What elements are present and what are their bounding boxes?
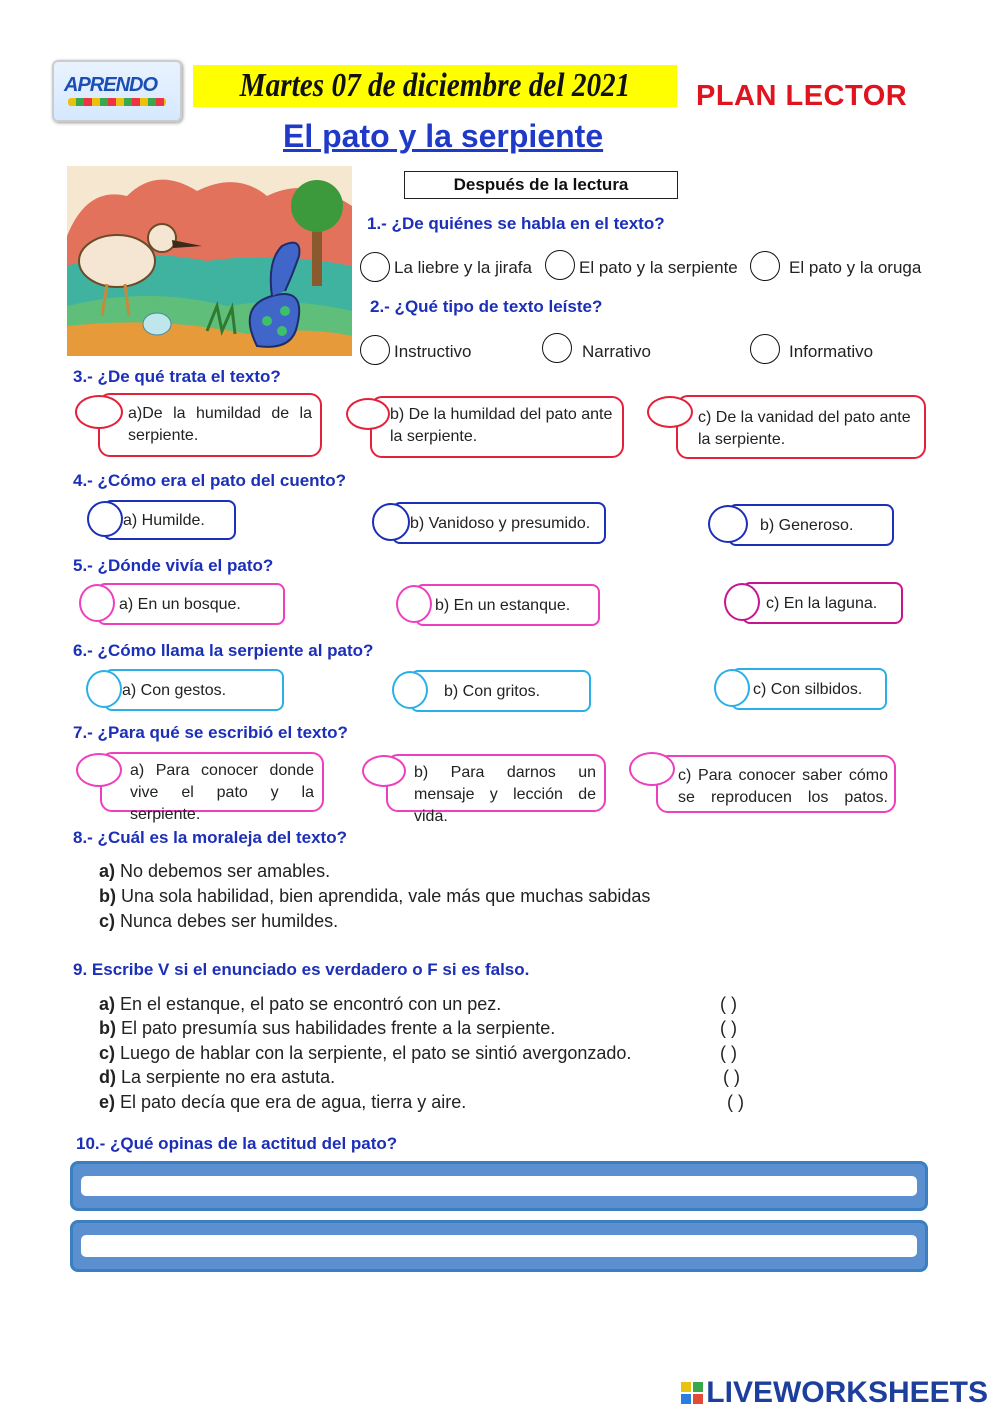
- q6-option-a[interactable]: [104, 669, 284, 711]
- q3-option-b-text: b) De la humildad del pato ante la serpiente.: [390, 406, 613, 445]
- q10-answer-field-2[interactable]: [81, 1235, 917, 1257]
- q9-item-c-letter: c): [99, 1043, 116, 1063]
- q9-item-e: [99, 1092, 466, 1113]
- q6-option-a-bubble[interactable]: [86, 670, 122, 708]
- q3-option-c[interactable]: [676, 395, 926, 459]
- q1-option-c: El pato y la oruga: [789, 258, 922, 277]
- q2-option-b: Narrativo: [582, 342, 651, 361]
- question-8: 8.- ¿Cuál es la moraleja del texto?: [73, 828, 347, 847]
- q5-option-a[interactable]: [97, 583, 285, 625]
- q3-option-b-bubble[interactable]: [346, 398, 390, 430]
- q3-option-a[interactable]: [98, 393, 322, 457]
- q10-answer-line-2[interactable]: [70, 1220, 928, 1272]
- liveworksheets-text: LIVEWORKSHEETS: [706, 1376, 988, 1409]
- q7-option-c-bubble[interactable]: [629, 752, 675, 786]
- question-6: 6.- ¿Cómo llama la serpiente al pato?: [73, 641, 374, 660]
- q10-answer-line-1[interactable]: [70, 1161, 928, 1211]
- question-5: 5.- ¿Dónde vivía el pato?: [73, 556, 274, 575]
- q4-option-a-text: a) Humilde.: [123, 512, 205, 529]
- date-text: Martes 07 de diciembre del 2021: [239, 67, 631, 104]
- q4-option-c[interactable]: [728, 504, 894, 546]
- q5-option-a-text: a) En un bosque.: [119, 596, 241, 613]
- q4-option-b[interactable]: [392, 502, 606, 544]
- q6-option-b[interactable]: [410, 670, 591, 712]
- q9-item-c-text: Luego de hablar con la serpiente, el pato se sintió avergonzado.: [120, 1043, 632, 1063]
- q9-item-a-answer[interactable]: ( ): [720, 994, 737, 1014]
- q2-option-c: Informativo: [789, 342, 874, 361]
- logo-stripe: [68, 98, 166, 106]
- question-7: 7.- ¿Para qué se escribió el texto?: [73, 723, 348, 742]
- q4-option-c-bubble[interactable]: [708, 505, 748, 543]
- q9-item-b: [99, 1018, 555, 1039]
- q5-option-b-text: b) En un estanque.: [435, 597, 571, 614]
- q6-option-c-bubble[interactable]: [714, 669, 750, 707]
- question-9: 9. Escribe V si el enunciado es verdadero o F si es falso.: [73, 960, 530, 979]
- q2-option-b-circle[interactable]: [542, 333, 572, 363]
- q8-item-b: [99, 886, 650, 907]
- q8-item-a: [99, 861, 330, 882]
- q8-item-c: [99, 911, 338, 932]
- question-4: 4.- ¿Cómo era el pato del cuento?: [73, 471, 346, 490]
- q6-option-b-bubble[interactable]: [392, 671, 428, 709]
- q8-item-c-letter: c): [99, 911, 116, 931]
- q1-option-a: La liebre y la jirafa: [394, 258, 532, 277]
- q9-item-a-text: En el estanque, el pato se encontró con un pez.: [120, 994, 502, 1014]
- q9-item-e-letter: e): [99, 1092, 116, 1112]
- q9-item-d-text: La serpiente no era astuta.: [121, 1067, 336, 1087]
- q9-item-a: [99, 994, 501, 1015]
- q4-option-a-bubble[interactable]: [87, 501, 123, 537]
- q6-option-c-text: c) Con silbidos.: [753, 681, 863, 698]
- liveworksheets-icon: [681, 1382, 703, 1404]
- q9-item-d-answer[interactable]: ( ): [723, 1067, 740, 1087]
- q7-option-a-text: a) Para conocer donde vive el pato y la serpiente.: [130, 762, 314, 823]
- q4-option-b-text: b) Vanidoso y presumido.: [410, 515, 591, 532]
- q4-option-b-bubble[interactable]: [372, 503, 410, 541]
- logo-text: APRENDO: [64, 74, 158, 96]
- q7-option-c[interactable]: [656, 755, 896, 813]
- q5-option-c-text: c) En la laguna.: [766, 595, 878, 612]
- q9-item-e-answer[interactable]: ( ): [727, 1092, 744, 1112]
- q1-option-a-circle[interactable]: [360, 252, 390, 282]
- q8-item-c-text: Nunca debes ser humildes.: [120, 911, 339, 931]
- q3-option-a-bubble[interactable]: [75, 395, 123, 429]
- q4-option-c-text: b) Generoso.: [760, 517, 854, 534]
- q8-item-b-text: Una sola habilidad, bien aprendida, vale más que muchas sabidas: [121, 886, 651, 906]
- q5-option-b[interactable]: [415, 584, 600, 626]
- q6-option-a-text: a) Con gestos.: [122, 682, 227, 699]
- q1-option-c-circle[interactable]: [750, 251, 780, 281]
- q9-item-c-answer[interactable]: ( ): [720, 1043, 737, 1063]
- q7-option-a[interactable]: [100, 752, 324, 823]
- q9-item-d-letter: d): [99, 1067, 116, 1087]
- q9-item-a-letter: a): [99, 994, 116, 1014]
- duck-snake-illustration: [67, 166, 352, 356]
- q8-item-a-letter: a): [99, 861, 116, 881]
- q5-option-c[interactable]: [742, 582, 903, 624]
- question-1: 1.- ¿De quiénes se habla en el texto?: [367, 214, 665, 233]
- after-reading-box: Después de la lectura: [404, 171, 678, 199]
- q5-option-c-bubble[interactable]: [724, 583, 760, 621]
- date-banner: [193, 65, 677, 107]
- q1-option-b-circle[interactable]: [545, 250, 575, 280]
- q3-option-a-text: a)De la humildad de la serpiente.: [128, 405, 312, 444]
- q3-option-c-bubble[interactable]: [647, 396, 693, 428]
- q7-option-c-text: c) Para conocer saber cómo se reproducen los patos.: [678, 767, 888, 806]
- q9-item-b-text: El pato presumía sus habilidades frente a la serpiente.: [121, 1018, 556, 1038]
- q2-option-a-circle[interactable]: [360, 335, 390, 365]
- question-3: 3.- ¿De qué trata el texto?: [73, 367, 281, 386]
- liveworksheets-logo[interactable]: [681, 1376, 988, 1410]
- question-10: 10.- ¿Qué opinas de la actitud del pato?: [76, 1134, 398, 1153]
- plan-lector-label: PLAN LECTOR: [696, 80, 908, 112]
- aprendo-logo: [52, 60, 182, 122]
- q7-option-a-bubble[interactable]: [76, 753, 122, 787]
- q7-option-b[interactable]: [386, 754, 606, 825]
- q1-option-b: El pato y la serpiente: [579, 258, 738, 277]
- q5-option-b-bubble[interactable]: [396, 585, 432, 623]
- q8-item-a-text: No debemos ser amables.: [120, 861, 331, 881]
- q5-option-a-bubble[interactable]: [79, 584, 115, 622]
- q10-answer-field-1[interactable]: [81, 1176, 917, 1196]
- q9-item-b-answer[interactable]: ( ): [720, 1018, 737, 1038]
- q3-option-c-text: c) De la vanidad del pato ante la serpiente.: [698, 409, 911, 448]
- q9-item-c: [99, 1043, 631, 1064]
- page-title: El pato y la serpiente: [283, 118, 604, 154]
- q6-option-c[interactable]: [731, 668, 887, 710]
- q9-item-e-text: El pato decía que era de agua, tierra y aire.: [120, 1092, 467, 1112]
- question-2: 2.- ¿Qué tipo de texto leíste?: [370, 297, 603, 316]
- q2-option-a: Instructivo: [394, 342, 472, 361]
- q9-item-d: [99, 1067, 335, 1088]
- q7-option-b-text: b) Para darnos un mensaje y lección de vida.: [414, 764, 596, 825]
- q3-option-b[interactable]: [370, 396, 624, 458]
- q2-option-c-circle[interactable]: [750, 334, 780, 364]
- q9-item-b-letter: b): [99, 1018, 116, 1038]
- q6-option-b-text: b) Con gritos.: [444, 683, 541, 700]
- q8-item-b-letter: b): [99, 886, 116, 906]
- q7-option-b-bubble[interactable]: [362, 755, 406, 787]
